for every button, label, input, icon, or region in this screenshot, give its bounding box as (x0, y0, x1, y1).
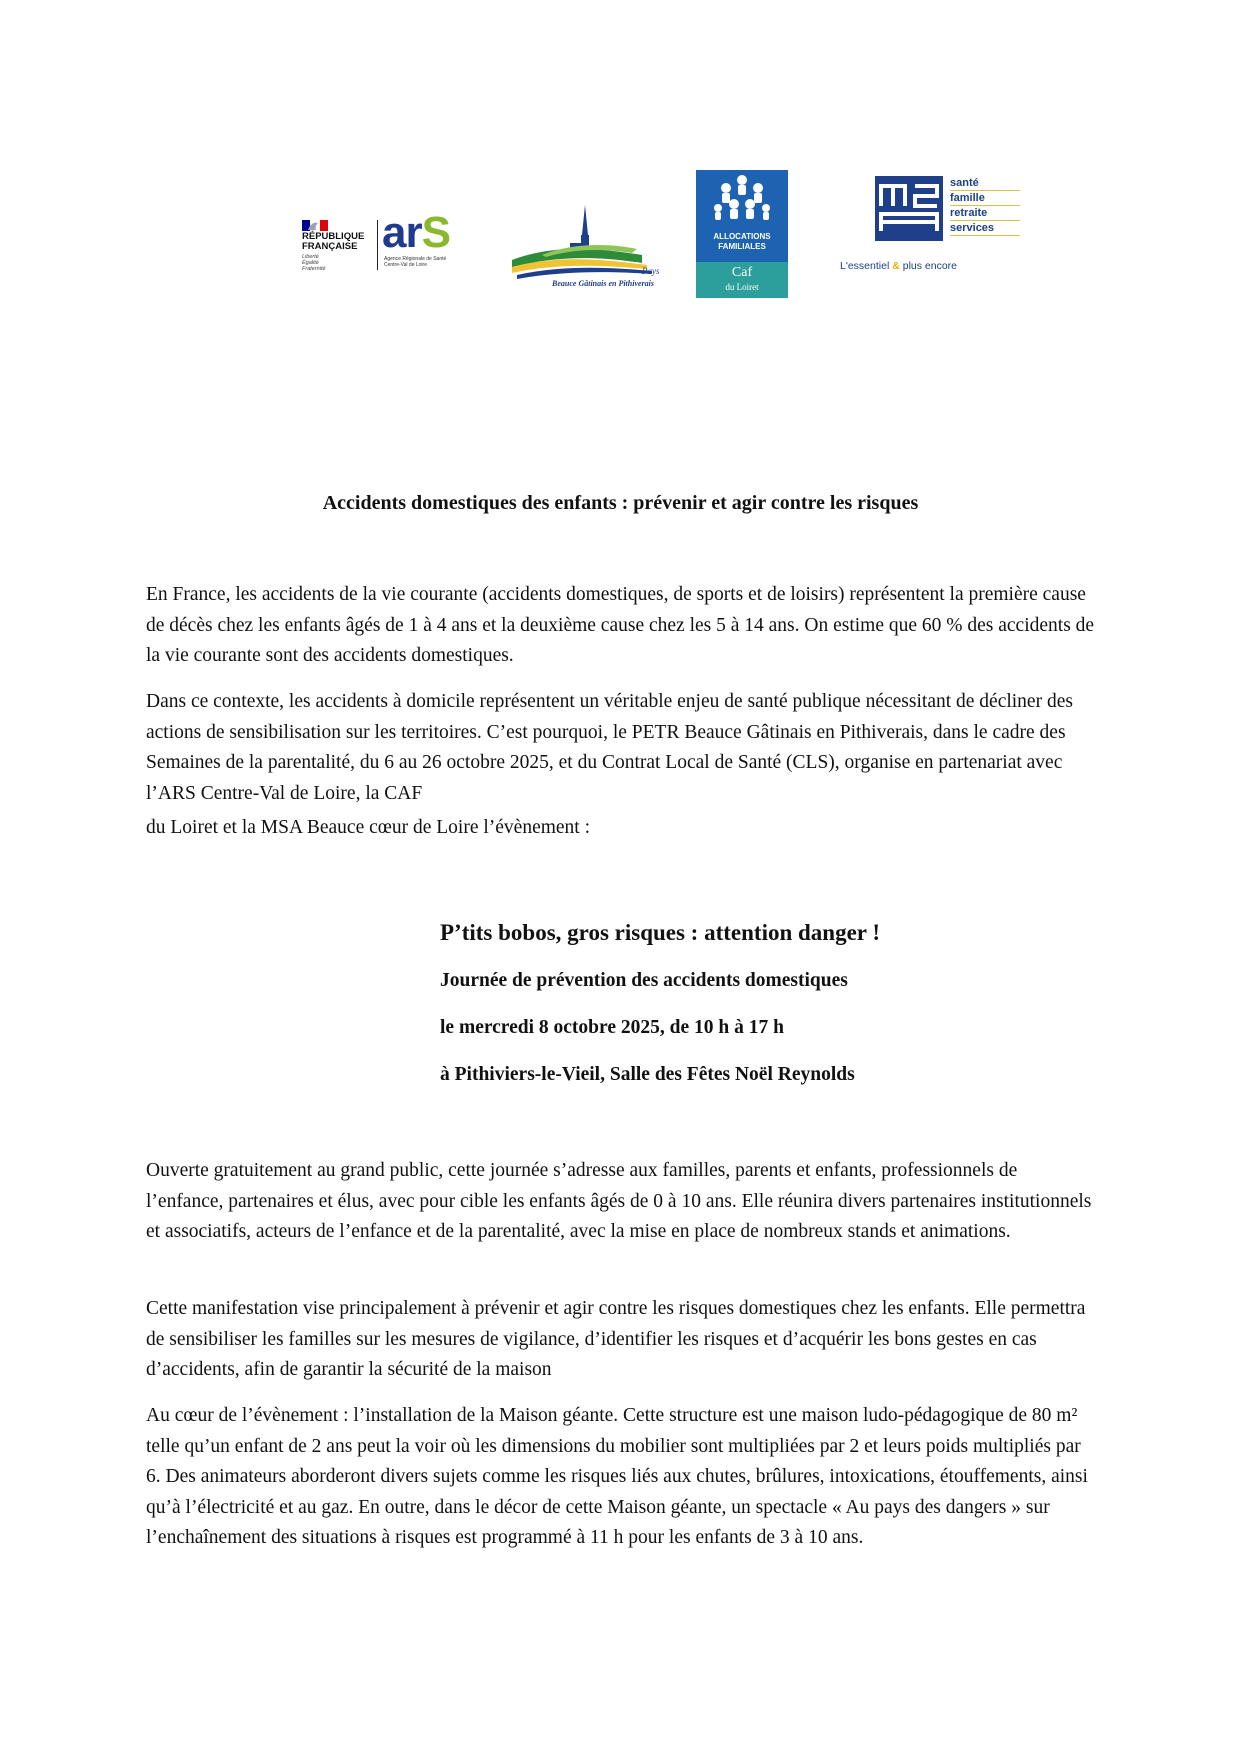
msa-tagline: L'essentiel & plus encore (840, 260, 958, 272)
caf-name: Caf (731, 265, 753, 280)
rf-text: RÉPUBLIQUE FRANÇAISE (302, 231, 365, 252)
event-place: à Pithiviers-le-Vieil, Salle des Fêtes Noël Reynolds (440, 1064, 855, 1085)
pays-label: Pays (642, 266, 660, 276)
caf-top-block (696, 170, 788, 262)
msa-monogram-icon (875, 176, 943, 241)
rf-motto: Liberté Égalité Fraternité (302, 254, 326, 272)
msa-item: retraite (950, 206, 1020, 221)
msa-services-list (950, 176, 1020, 236)
paragraph-context-last-line: du Loiret et la MSA Beauce cœur de Loire l’évènement : (146, 817, 591, 838)
paragraph-maison-geante: Au cœur de l’évènement : l’installation de la Maison géante. Cette structure est une maison ludo-pédagogique de 80 m² telle qu’un enfant de 2 ans peut la voir où les dimensions du mobilier sont multipliées par 2 et leurs poids multipliés par 6. Des animateurs aborderont divers sujets comme les risques liés aux chutes, brûlures, intoxications, étouffements, ainsi qu’à l’électricité et au gaz. En outre, dans le décor de cette Maison géante, un spectacle « Au pays des dangers » sur l’enchaînement des situations à risques est programmé à 11 h pour les enfants de 3 à 10 ans. (146, 1405, 1088, 1548)
event-subtitle: Journée de prévention des accidents domestiques (440, 970, 848, 991)
event-date: le mercredi 8 octobre 2025, de 10 h à 17 h (440, 1017, 784, 1038)
caf-department: du Loiret (725, 282, 759, 292)
paragraph-context-body: Dans ce contexte, les accidents à domicile représentent un véritable enjeu de santé publique nécessitant de décliner des actions de sensibilisation sur les territoires. C’est pourquoi, le PETR Beauce Gâtinais en Pithiverais, dans le cadre des Semaines de la parentalité, du 6 au 26 octobre 2025, et du Contrat Local de Santé (CLS), organise en partenariat avec l’ARS Centre-Val de Loire, la CAF (146, 691, 1073, 804)
logo-divider (377, 220, 378, 270)
family-figures-icon (696, 172, 788, 232)
document-title: Accidents domestiques des enfants : prévenir et agir contre les risques (322, 492, 919, 514)
logo-ars-republique-francaise (302, 208, 482, 280)
logo-pays-beauce-gatinais (512, 205, 672, 300)
partner-logos (0, 160, 1241, 310)
msa-item: services (950, 221, 1020, 236)
msa-item: santé (950, 176, 1020, 191)
ars-wordmark: arS (382, 208, 450, 257)
ars-subtitle: Agence Régionale de Santé Centre-Val de Loire (384, 256, 447, 268)
event-title: P’tits bobos, gros risques : attention danger ! (440, 920, 880, 945)
caf-line-2: FAMILIALES (718, 242, 766, 251)
pays-name: Beauce Gâtinais en Pithiverais (552, 279, 654, 288)
logo-caf-loiret (696, 170, 788, 298)
paragraph-audience: Ouverte gratuitement au grand public, cette journée s’adresse aux familles, parents et enfants, professionnels de l’enfance, partenaires et élus, avec pour cible les enfants âgés de 0 à 10 ans. Elle réunira divers partenaires institutionnels et associatifs, acteurs de l’enfance et de la parentalité, avec la mise en place de nombreux stands et animations. (146, 1160, 1092, 1242)
caf-line-1: ALLOCATIONS (713, 232, 771, 241)
paragraph-context (146, 687, 1096, 844)
msa-item: famille (950, 191, 1020, 206)
marianne-icon (302, 220, 328, 231)
logo-msa (840, 176, 1040, 296)
paragraph-intro: En France, les accidents de la vie courante (accidents domestiques, de sports et de loisirs) représentent la première cause de décès chez les enfants âgés de 1 à 4 ans et la deuxième cause chez les 5 à 14 ans. On estime que 60 % des accidents de la vie courante sont des accidents domestiques. (146, 584, 1095, 666)
paragraph-objectives: Cette manifestation vise principalement à prévenir et agir contre les risques domestiques chez les enfants. Elle permettra de sensibiliser les familles sur les mesures de vigilance, d’identifier les risques et d’acquérir les bons gestes en cas d’accidents, afin de garantir la sécurité de la maison (146, 1298, 1086, 1380)
